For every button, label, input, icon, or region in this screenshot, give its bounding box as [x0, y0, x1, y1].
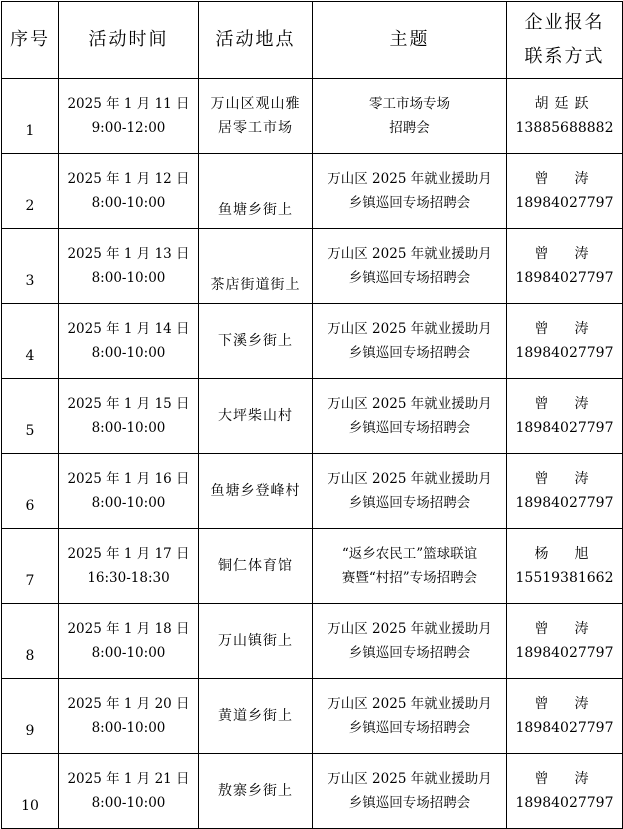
row-date: 2025 年 1 月 14 日 [67, 321, 190, 337]
row-topic-line2: 乡镇巡回专场招聘会 [348, 795, 471, 811]
row-time [59, 679, 199, 754]
row-location-line2: 居零工市场 [218, 120, 293, 136]
row-time [59, 754, 199, 829]
table-row [2, 529, 623, 604]
row-topic [313, 604, 507, 679]
row-topic-line1: 万山区 2025 年就业援助月 [327, 321, 492, 337]
row-topic [313, 154, 507, 229]
row-contact-phone: 15519381662 [515, 570, 614, 586]
row-date: 2025 年 1 月 11 日 [67, 96, 190, 112]
row-index: 7 [2, 529, 59, 604]
row-location-line1: 大坪柴山村 [218, 408, 293, 424]
row-date: 2025 年 1 月 13 日 [67, 246, 190, 262]
row-contact-phone: 18984027797 [515, 420, 614, 436]
row-time [59, 529, 199, 604]
row-index: 3 [2, 229, 59, 304]
row-location [199, 79, 313, 154]
row-contact [507, 604, 623, 679]
row-location [199, 229, 313, 304]
row-topic [313, 304, 507, 379]
row-topic-line2: 乡镇巡回专场招聘会 [348, 495, 471, 511]
row-topic [313, 379, 507, 454]
row-contact [507, 304, 623, 379]
header-time: 活动时间 [59, 2, 199, 79]
row-location [199, 379, 313, 454]
row-date: 2025 年 1 月 12 日 [67, 171, 190, 187]
row-index: 9 [2, 679, 59, 754]
row-contact [507, 529, 623, 604]
header-location: 活动地点 [199, 2, 313, 79]
row-date: 2025 年 1 月 17 日 [67, 546, 190, 562]
row-topic [313, 454, 507, 529]
row-contact [507, 754, 623, 829]
row-time [59, 379, 199, 454]
table-row [2, 229, 623, 304]
row-topic [313, 679, 507, 754]
row-location [199, 454, 313, 529]
row-contact [507, 229, 623, 304]
row-topic-line1: 万山区 2025 年就业援助月 [327, 621, 492, 637]
row-contact [507, 379, 623, 454]
row-contact-name: 曾 涛 [534, 621, 595, 637]
row-time [59, 229, 199, 304]
row-time [59, 604, 199, 679]
table-row [2, 304, 623, 379]
table-row [2, 79, 623, 154]
row-contact [507, 454, 623, 529]
row-topic-line2: 乡镇巡回专场招聘会 [348, 645, 471, 661]
row-location [199, 754, 313, 829]
header-contact-line2: 联系方式 [524, 46, 605, 67]
row-topic [313, 754, 507, 829]
row-location-line1: 鱼塘乡登峰村 [210, 483, 301, 499]
row-contact-name: 曾 涛 [534, 471, 595, 487]
row-contact [507, 154, 623, 229]
table-row [2, 154, 623, 229]
row-index: 6 [2, 454, 59, 529]
row-topic [313, 229, 507, 304]
job-fair-schedule-table [1, 1, 623, 829]
row-contact-phone: 18984027797 [515, 270, 614, 286]
row-topic-line1: 万山区 2025 年就业援助月 [327, 396, 492, 412]
table-row [2, 379, 623, 454]
row-hours: 8:00-10:00 [91, 420, 166, 436]
row-topic-line2: 招聘会 [389, 120, 430, 136]
row-index: 8 [2, 604, 59, 679]
row-topic-line1: 万山区 2025 年就业援助月 [327, 171, 492, 187]
row-location-line1: 铜仁体育馆 [218, 558, 293, 574]
row-location-line1: 万山镇街上 [218, 633, 293, 649]
row-location-line1: 敖寨乡街上 [218, 783, 293, 799]
row-time [59, 154, 199, 229]
row-topic-line1: 万山区 2025 年就业援助月 [327, 246, 492, 262]
row-hours: 8:00-10:00 [91, 720, 166, 736]
row-topic-line2: 赛暨“村招”专场招聘会 [341, 570, 478, 586]
row-topic [313, 79, 507, 154]
row-date: 2025 年 1 月 16 日 [67, 471, 190, 487]
row-hours: 9:00-12:00 [91, 120, 166, 136]
row-contact-phone: 18984027797 [515, 195, 614, 211]
row-contact [507, 79, 623, 154]
row-contact-name: 曾 涛 [534, 396, 595, 412]
row-date: 2025 年 1 月 15 日 [67, 396, 190, 412]
row-contact-name: 曾 涛 [534, 771, 595, 787]
table-row [2, 454, 623, 529]
row-time [59, 304, 199, 379]
row-contact-name: 杨 旭 [534, 546, 595, 562]
row-location-line1: 茶店街道街上 [210, 277, 301, 293]
row-contact-name: 胡廷跃 [534, 96, 595, 112]
row-topic-line2: 乡镇巡回专场招聘会 [348, 270, 471, 286]
table-row [2, 604, 623, 679]
header-topic: 主题 [313, 2, 507, 79]
row-hours: 8:00-10:00 [91, 795, 166, 811]
row-contact-phone: 18984027797 [515, 345, 614, 361]
row-topic-line2: 乡镇巡回专场招聘会 [348, 195, 471, 211]
row-location [199, 529, 313, 604]
row-location-line1: 黄道乡街上 [218, 708, 293, 724]
row-contact-phone: 18984027797 [515, 645, 614, 661]
row-hours: 8:00-10:00 [91, 495, 166, 511]
row-time [59, 79, 199, 154]
row-index: 5 [2, 379, 59, 454]
row-contact-name: 曾 涛 [534, 696, 595, 712]
table-body [2, 2, 623, 829]
row-contact-phone: 18984027797 [515, 495, 614, 511]
row-contact-name: 曾 涛 [534, 321, 595, 337]
row-topic-line1: 万山区 2025 年就业援助月 [327, 771, 492, 787]
row-date: 2025 年 1 月 18 日 [67, 621, 190, 637]
row-contact-name: 曾 涛 [534, 171, 595, 187]
row-location [199, 604, 313, 679]
row-topic-line1: 万山区 2025 年就业援助月 [327, 696, 492, 712]
row-time [59, 454, 199, 529]
row-location [199, 304, 313, 379]
row-hours: 8:00-10:00 [91, 345, 166, 361]
row-index: 1 [2, 79, 59, 154]
row-contact-phone: 18984027797 [515, 795, 614, 811]
row-topic-line1: 万山区 2025 年就业援助月 [327, 471, 492, 487]
row-location-line1: 万山区观山雅 [210, 96, 301, 112]
row-topic-line1: 零工市场专场 [369, 96, 450, 112]
row-index: 2 [2, 154, 59, 229]
row-index: 4 [2, 304, 59, 379]
header-contact [507, 2, 623, 79]
row-hours: 8:00-10:00 [91, 195, 166, 211]
row-topic [313, 529, 507, 604]
row-location-line1: 鱼塘乡街上 [218, 202, 293, 218]
row-hours: 8:00-10:00 [91, 270, 166, 286]
row-topic-line2: 乡镇巡回专场招聘会 [348, 720, 471, 736]
row-index: 10 [2, 754, 59, 829]
row-topic-line2: 乡镇巡回专场招聘会 [348, 420, 471, 436]
header-contact-line1: 企业报名 [524, 12, 605, 33]
row-topic-line2: 乡镇巡回专场招聘会 [348, 345, 471, 361]
row-location [199, 679, 313, 754]
header-index: 序号 [2, 2, 59, 79]
row-contact [507, 679, 623, 754]
table-row [2, 754, 623, 829]
row-location [199, 154, 313, 229]
row-hours: 16:30-18:30 [87, 570, 170, 586]
table-row [2, 679, 623, 754]
header-row [2, 2, 623, 79]
row-date: 2025 年 1 月 21 日 [67, 771, 190, 787]
row-contact-phone: 13885688882 [515, 120, 614, 136]
row-hours: 8:00-10:00 [91, 645, 166, 661]
row-contact-name: 曾 涛 [534, 246, 595, 262]
row-topic-line1: “返乡农民工”篮球联谊 [341, 546, 478, 562]
row-contact-phone: 18984027797 [515, 720, 614, 736]
row-date: 2025 年 1 月 20 日 [67, 696, 190, 712]
row-location-line1: 下溪乡街上 [218, 333, 293, 349]
